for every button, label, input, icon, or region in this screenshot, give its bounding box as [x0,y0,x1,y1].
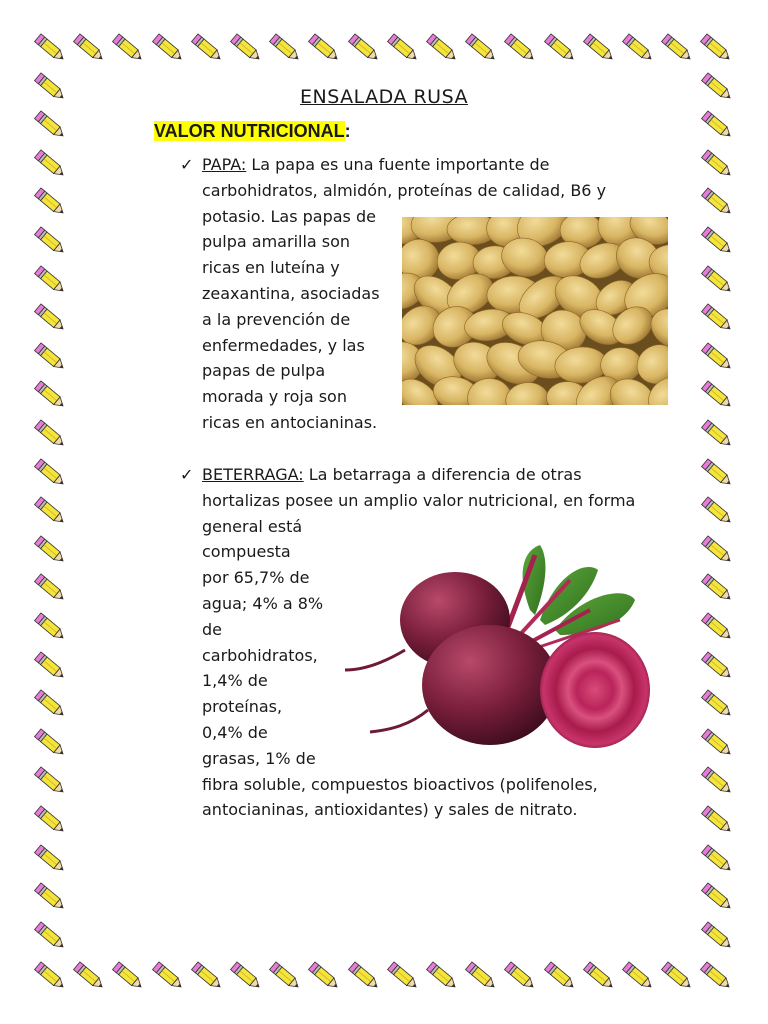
pencil-icon [697,607,737,647]
papa-line: morada y roja son [202,387,347,407]
pencil-icon [108,956,148,996]
pencil-icon [30,646,70,686]
pencil-icon [187,956,227,996]
beterraga-intro: La betarraga a diferencia de otras [303,465,582,484]
pencil-icon [461,956,501,996]
beterraga-line: carbohidratos, [202,645,318,665]
beterraga-line: de [202,619,222,639]
pencil-icon [30,839,70,879]
papa-line: zeaxantina, asociadas [202,283,380,303]
pencil-icon [30,28,70,68]
pencil-icon [579,956,619,996]
pencil-icon [344,956,384,996]
pencil-icon [696,28,736,68]
pencil-icon [697,453,737,493]
pencil-icon [187,28,227,68]
pencil-icon [697,761,737,801]
pencil-icon [422,956,462,996]
pencil-icon [657,956,697,996]
papa-line: potasio. Las papas de [202,206,376,226]
beterraga-line: hortalizas posee un amplio valor nutricional, en forma [202,490,636,510]
pencil-icon [30,414,70,454]
pencil-icon [30,530,70,570]
section-heading [154,121,351,142]
pencil-icon [618,956,658,996]
beterraga-line: fibra soluble, compuestos bioactivos (polifenoles, [202,774,598,794]
highlighted-heading: VALOR NUTRICIONAL [154,121,345,141]
beterraga-line: 1,4% de [202,671,268,691]
pencil-icon [148,28,188,68]
papa-line: pulpa amarilla son [202,232,351,252]
papa-line: a la prevención de [202,309,351,329]
beterraga-line: general está [202,516,303,536]
papa-line: ricas en luteína y [202,258,340,278]
pencil-icon [696,956,736,996]
pencil-icon [30,182,70,222]
pencil-icon [697,877,737,917]
beterraga-line: grasas, 1% de [202,748,316,768]
beterraga-line: por 65,7% de [202,568,310,588]
pencil-icon [697,568,737,608]
pencil-icon [697,375,737,415]
beterraga-line: proteínas, [202,697,283,717]
pencil-icon [30,260,70,300]
potatoes-photo [402,217,668,405]
pencil-icon [30,723,70,763]
pencil-icon [30,337,70,377]
pencil-icon [500,28,540,68]
pencil-icon [697,182,737,222]
papa-intro: La papa es una fuente importante de [246,155,550,174]
pencil-icon [540,28,580,68]
pencil-icon [30,761,70,801]
pencil-icon [265,956,305,996]
pencil-icon [383,28,423,68]
pencil-icon [461,28,501,68]
pencil-icon [697,800,737,840]
pencil-icon [697,916,737,956]
pencil-icon [304,956,344,996]
pencil-icon [500,956,540,996]
papa-line: enfermedades, y las [202,335,365,355]
pencil-icon [30,105,70,145]
beterraga-line: compuesta [202,542,291,562]
pencil-icon [697,723,737,763]
pencil-icon [579,28,619,68]
pencil-icon [697,839,737,879]
pencil-icon [30,144,70,184]
pencil-icon [108,28,148,68]
papa-line: carbohidratos, almidón, proteínas de calidad, B6 y [202,180,607,200]
pencil-icon [304,28,344,68]
pencil-icon [657,28,697,68]
pencil-icon [697,144,737,184]
checkmark-icon: ✓ [180,155,194,174]
pencil-icon [344,28,384,68]
pencil-icon [30,375,70,415]
pencil-icon [30,491,70,531]
pencil-icon [697,414,737,454]
pencil-icon [226,956,266,996]
pencil-icon [697,105,737,145]
beetroot-photo [340,540,655,765]
pencil-icon [618,28,658,68]
pencil-icon [697,684,737,724]
papa-line: ricas en antocianinas. [202,412,378,432]
pencil-icon [697,491,737,531]
pencil-icon [30,684,70,724]
pencil-icon [30,877,70,917]
pencil-icon [30,956,70,996]
pencil-icon [30,800,70,840]
pencil-icon [30,221,70,261]
pencil-icon [697,221,737,261]
pencil-icon [30,453,70,493]
pencil-icon [69,28,109,68]
beterraga-first-line [202,462,662,488]
heading-colon: : [344,121,351,141]
pencil-icon [148,956,188,996]
papa-first-line [202,152,662,178]
checkmark-icon: ✓ [180,465,194,484]
page-title: ENSALADA RUSA [300,86,468,108]
pencil-icon [697,260,737,300]
beterraga-line: agua; 4% a 8% [202,593,324,613]
papa-line: papas de pulpa [202,361,326,381]
pencil-icon [226,28,266,68]
beterraga-line: 0,4% de [202,722,268,742]
pencil-icon [69,956,109,996]
beterraga-term: BETERRAGA: [202,465,304,484]
pencil-icon [30,607,70,647]
pencil-icon [265,28,305,68]
pencil-icon [697,646,737,686]
pencil-icon [697,298,737,338]
pencil-icon [30,298,70,338]
pencil-icon [383,956,423,996]
pencil-icon [30,916,70,956]
beterraga-line: antocianinas, antioxidantes) y sales de nitrato. [202,800,578,820]
pencil-icon [540,956,580,996]
pencil-icon [697,530,737,570]
papa-term: PAPA: [202,155,247,174]
pencil-icon [697,337,737,377]
pencil-icon [30,568,70,608]
pencil-icon [422,28,462,68]
